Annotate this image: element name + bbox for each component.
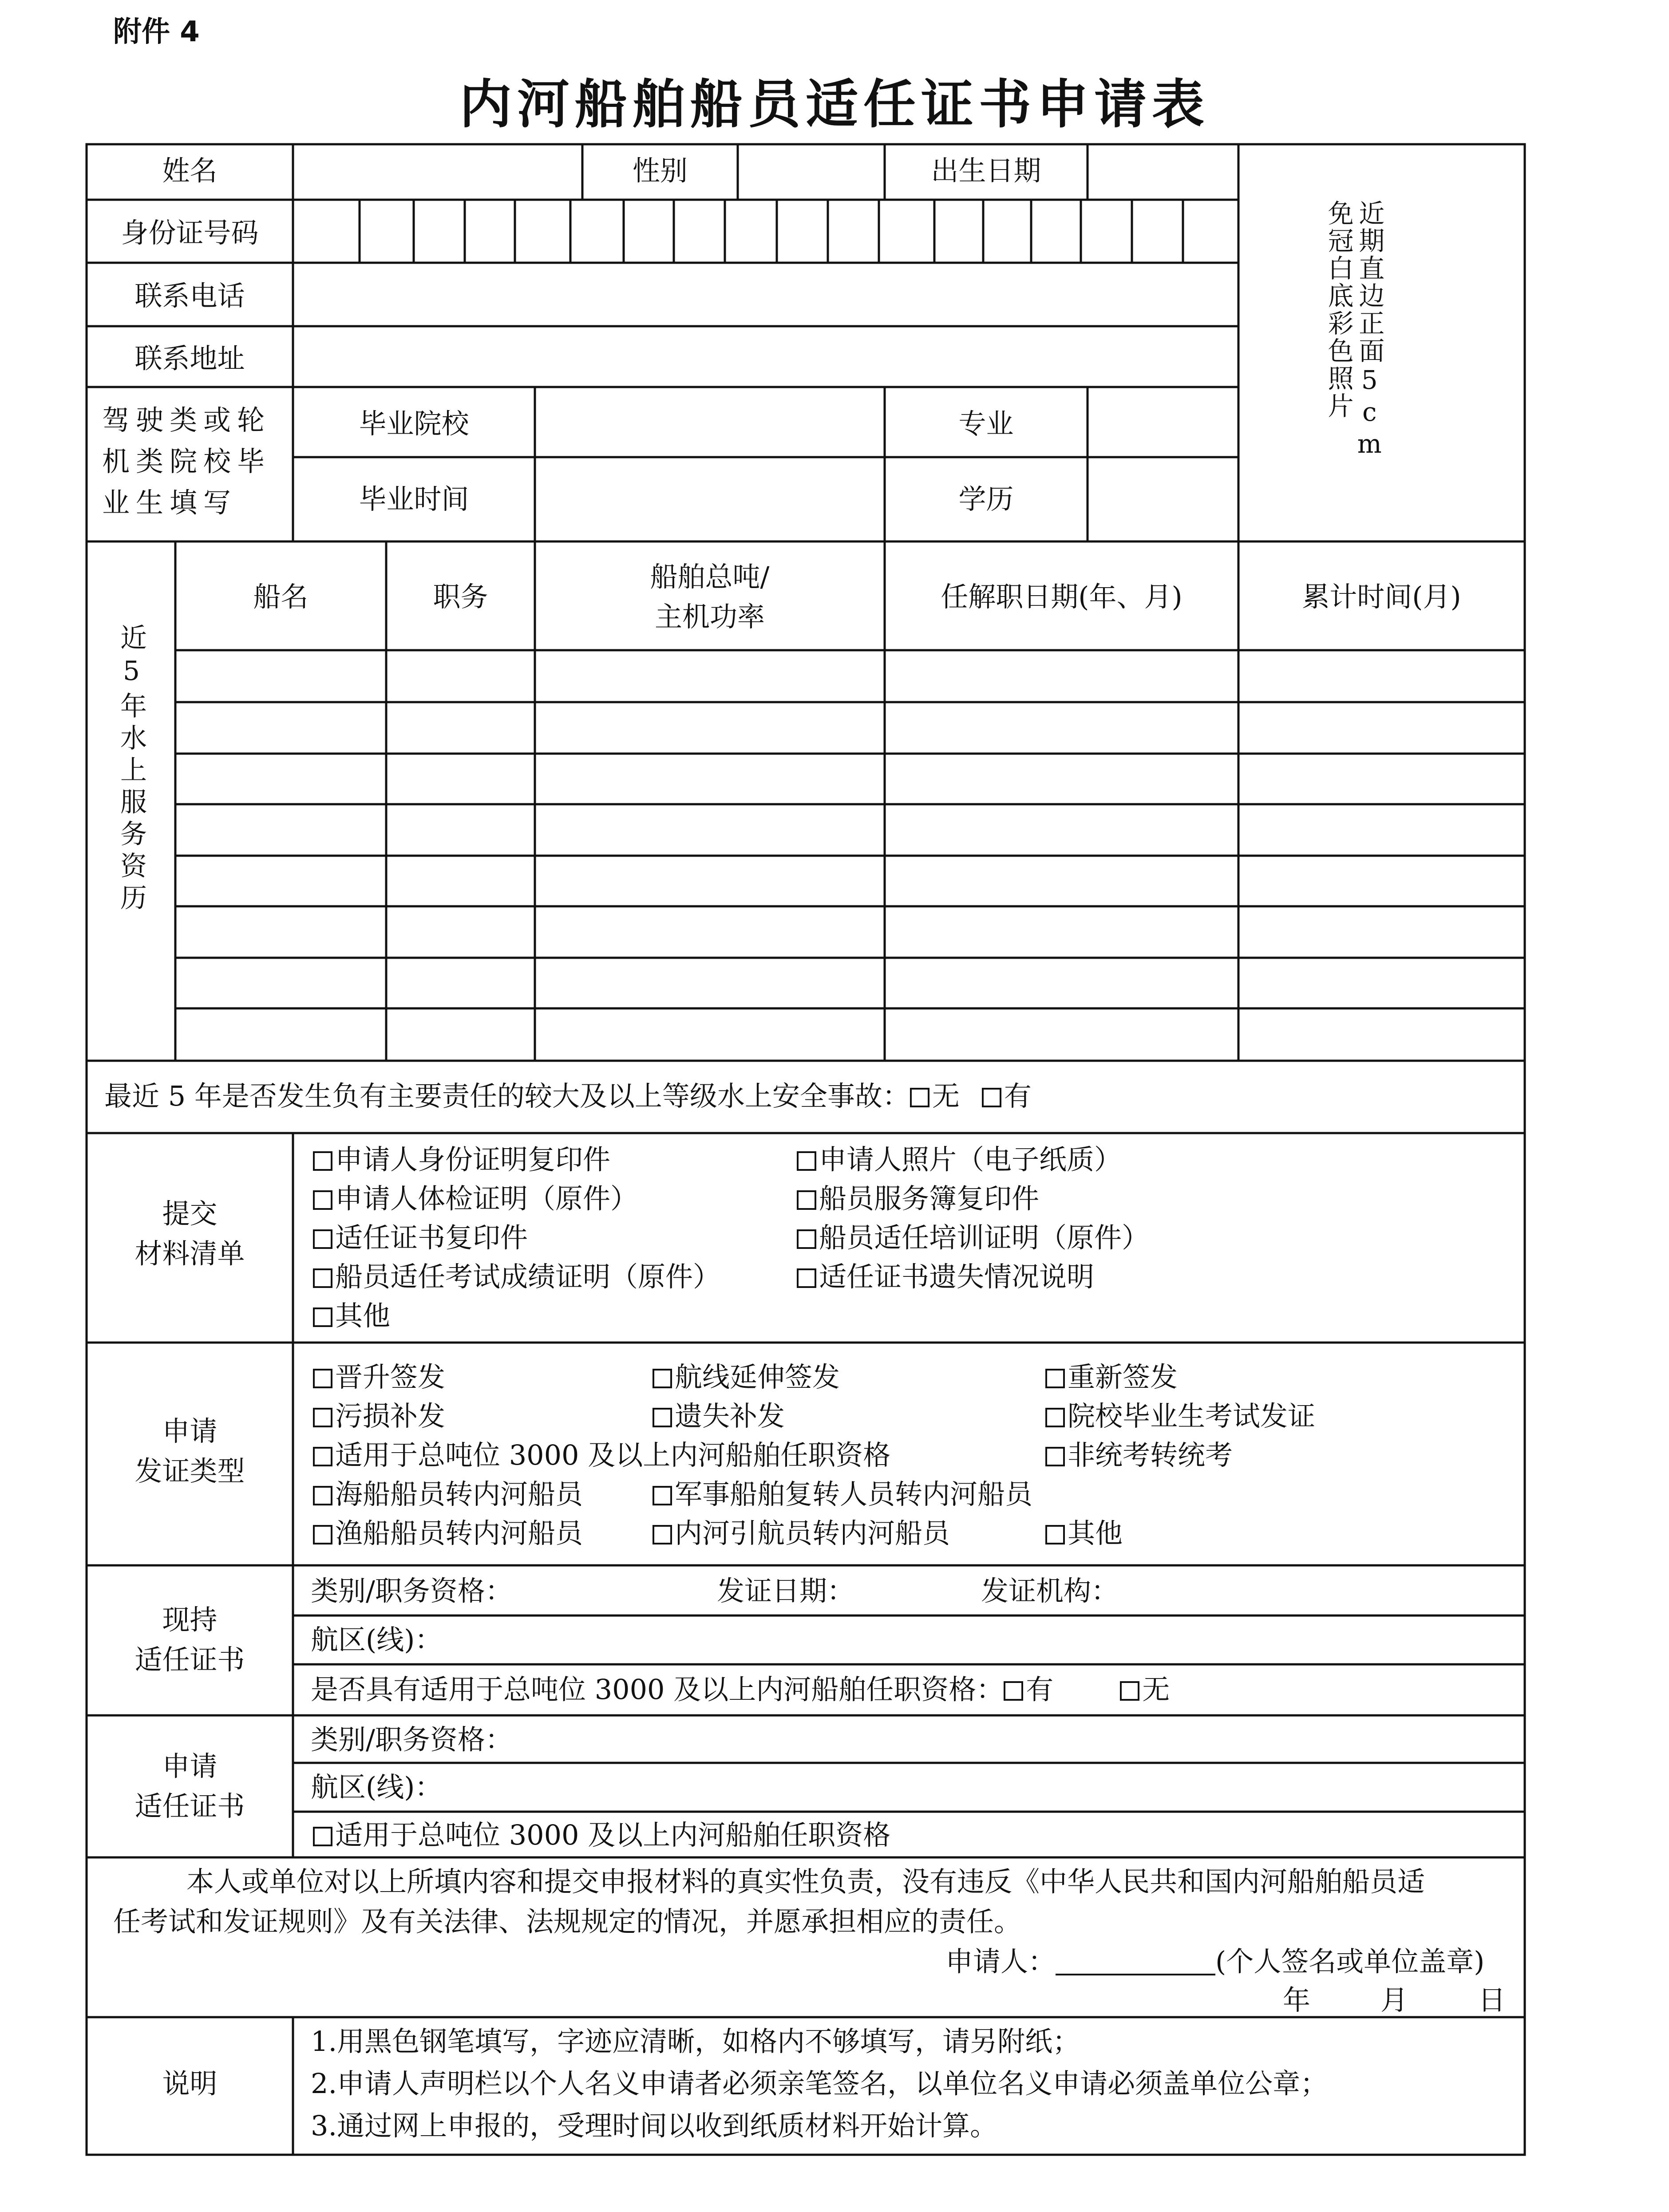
address-field[interactable]: [295, 328, 1236, 385]
checkbox[interactable]: [653, 1525, 672, 1544]
cert-type-option[interactable]: 航线延伸签发: [653, 1357, 840, 1397]
checkbox[interactable]: [313, 1229, 332, 1249]
graduate-section-label: 驾驶类或轮机类院校毕业生填写: [102, 404, 271, 519]
checkbox[interactable]: [313, 1190, 332, 1210]
material-item[interactable]: 申请人身份证明复印件: [313, 1140, 610, 1180]
graduation-time-field[interactable]: [537, 459, 882, 539]
current-cert-label-line1: 现持: [162, 1604, 218, 1636]
major-label: 专业: [958, 407, 1014, 440]
checkbox[interactable]: [313, 1408, 332, 1427]
apply-area-label: 航区(线)：: [311, 1771, 443, 1803]
photo-placeholder[interactable]: 近期直边正面5cm免冠白底彩色照片: [1323, 200, 1385, 461]
current-area-label: 航区(线)：: [311, 1623, 443, 1656]
cert-type-option[interactable]: 非统考转统考: [1045, 1435, 1233, 1475]
col-total-months: 累计时间(月): [1302, 581, 1461, 613]
attachment-label: 附件 4: [113, 16, 200, 48]
cert-type-option[interactable]: 海船船员转内河船员: [313, 1474, 583, 1514]
name-field[interactable]: [295, 146, 580, 198]
cert-type-option[interactable]: 遗失补发: [653, 1396, 785, 1436]
checkbox[interactable]: [313, 1369, 332, 1388]
school-field[interactable]: [537, 389, 882, 455]
apply-cert-label-line2: 适任证书: [134, 1789, 245, 1822]
checkbox[interactable]: [797, 1268, 816, 1288]
checkbox[interactable]: [653, 1486, 672, 1505]
material-item[interactable]: 申请人照片（电子纸质）: [797, 1140, 1122, 1180]
cert-type-option[interactable]: 其他: [1045, 1513, 1123, 1553]
accident-yes-checkbox[interactable]: [982, 1088, 1001, 1107]
col-dates: 任解职日期(年、月): [941, 581, 1183, 613]
degree-field[interactable]: [1090, 459, 1236, 539]
accident-no-label: 无: [932, 1080, 960, 1112]
note-item: 2.申请人声明栏以个人名义申请者必须亲笔签名，以单位名义申请必须盖单位公章；: [311, 2067, 1328, 2100]
checkbox[interactable]: [313, 1307, 332, 1327]
checkbox[interactable]: [313, 1447, 332, 1466]
current-cert-label-line2: 适任证书: [134, 1643, 245, 1676]
apply-qualification-option[interactable]: 适用于总吨位 3000 及以上内河船舶任职资格: [313, 1815, 890, 1855]
qualification-no-label: 无: [1142, 1673, 1170, 1706]
current-qualification-row: [311, 1670, 1170, 1710]
qualification-no-checkbox[interactable]: [1120, 1681, 1139, 1701]
birth-date-label: 出生日期: [931, 154, 1041, 187]
cert-type-label: [87, 1411, 293, 1491]
material-item[interactable]: 其他: [313, 1296, 390, 1336]
gender-field[interactable]: [740, 146, 882, 198]
qualification-yes-checkbox[interactable]: [1004, 1681, 1023, 1701]
degree-label: 学历: [958, 483, 1014, 515]
name-label: 姓名: [162, 154, 218, 187]
notes-label: 说明: [162, 2067, 218, 2100]
service-history-label: 近5年水上服务资历: [116, 624, 147, 916]
checkbox[interactable]: [653, 1408, 672, 1427]
cert-type-option[interactable]: 适用于总吨位 3000 及以上内河船舶任职资格: [313, 1435, 890, 1475]
col-tonnage-line2: 主机功率: [654, 600, 765, 633]
date-year: 年: [1283, 1984, 1311, 2016]
current-qualification-question: 是否具有适用于总吨位 3000 及以上内河船舶任职资格：: [311, 1673, 1004, 1706]
material-item[interactable]: 适任证书复印件: [313, 1218, 528, 1258]
current-cert-label: [87, 1600, 293, 1680]
checkbox[interactable]: [1045, 1525, 1065, 1544]
cert-type-label-line1: 申请: [162, 1415, 218, 1447]
checkbox[interactable]: [797, 1190, 816, 1210]
cert-type-option[interactable]: 渔船船员转内河船员: [313, 1513, 583, 1553]
current-issue-date-label: 发证日期：: [717, 1575, 855, 1607]
cert-type-option[interactable]: 重新签发: [1045, 1357, 1178, 1397]
accident-yes-label: 有: [1004, 1080, 1032, 1112]
cert-type-option[interactable]: 院校毕业生考试发证: [1045, 1396, 1315, 1436]
checkbox[interactable]: [313, 1268, 332, 1288]
checkbox[interactable]: [653, 1369, 672, 1388]
materials-label: [87, 1194, 293, 1274]
id-number-field[interactable]: [295, 202, 1236, 261]
checkbox[interactable]: [1045, 1408, 1065, 1427]
graduation-time-label: 毕业时间: [359, 483, 469, 515]
col-ship-name: 船名: [253, 581, 308, 613]
declaration-line2: 任考试和发证规则》及有关法律、法规规定的情况，并愿承担相应的责任。: [113, 1905, 1022, 1938]
apply-cert-label-line1: 申请: [162, 1750, 218, 1782]
cert-type-option[interactable]: 内河引航员转内河船员: [653, 1513, 950, 1553]
cert-type-option[interactable]: 军事船舶复转人员转内河船员: [653, 1474, 1032, 1514]
accident-row: [104, 1076, 1032, 1116]
checkbox[interactable]: [313, 1486, 332, 1505]
material-item[interactable]: 船员适任培训证明（原件）: [797, 1218, 1149, 1258]
phone-field[interactable]: [295, 265, 1236, 324]
form-title: 内河船舶船员适任证书申请表: [459, 74, 1210, 135]
date-day: 日: [1478, 1984, 1506, 2016]
materials-label-line2: 材料清单: [134, 1237, 245, 1270]
checkbox[interactable]: [313, 1525, 332, 1544]
materials-label-line1: 提交: [162, 1197, 218, 1230]
major-field[interactable]: [1090, 389, 1236, 455]
cert-type-option[interactable]: 晋升签发: [313, 1357, 445, 1397]
signature-note: (个人签名或单位盖章): [1215, 1945, 1485, 1978]
col-position: 职务: [433, 581, 488, 613]
material-item[interactable]: 申请人体检证明（原件）: [313, 1179, 638, 1219]
id-number-label: 身份证号码: [121, 217, 259, 249]
qualification-yes-label: 有: [1026, 1673, 1054, 1706]
checkbox[interactable]: [797, 1151, 816, 1171]
date-month: 月: [1380, 1984, 1408, 2016]
applicant-label: 申请人：: [945, 1945, 1056, 1978]
current-issuer-label: 发证机构：: [981, 1575, 1119, 1607]
checkbox[interactable]: [1045, 1447, 1065, 1466]
current-category-label: 类别/职务资格：: [311, 1575, 513, 1607]
apply-category-label: 类别/职务资格：: [311, 1723, 513, 1756]
declaration-line1: 本人或单位对以上所填内容和提交申报材料的真实性负责，没有违反《中华人民共和国内河船舶船员适: [186, 1865, 1425, 1898]
apply-cert-label: [87, 1746, 293, 1826]
phone-label: 联系电话: [134, 280, 245, 312]
material-item[interactable]: 船员适任考试成绩证明（原件）: [313, 1257, 720, 1297]
accident-no-checkbox[interactable]: [910, 1088, 929, 1107]
checkbox[interactable]: [313, 1151, 332, 1171]
material-item[interactable]: 船员服务簿复印件: [797, 1179, 1039, 1219]
material-item[interactable]: 适任证书遗失情况说明: [797, 1257, 1094, 1297]
note-item: 3.通过网上申报的，受理时间以收到纸质材料开始计算。: [311, 2109, 998, 2142]
checkbox[interactable]: [313, 1827, 332, 1846]
col-tonnage-line1: 船舶总吨/: [650, 561, 770, 593]
birth-date-field[interactable]: [1090, 146, 1236, 198]
accident-question: 最近 5 年是否发生负有主要责任的较大及以上等级水上安全事故：: [104, 1080, 910, 1112]
cert-type-label-line2: 发证类型: [134, 1454, 245, 1487]
note-item: 1.用黑色钢笔填写，字迹应清晰，如格内不够填写，请另附纸；: [311, 2025, 1080, 2058]
cert-type-option[interactable]: 污损补发: [313, 1396, 445, 1436]
checkbox[interactable]: [797, 1229, 816, 1249]
gender-label: 性别: [632, 154, 688, 187]
signature-field[interactable]: [1056, 1947, 1215, 1975]
school-label: 毕业院校: [359, 407, 469, 440]
address-label: 联系地址: [134, 342, 245, 375]
checkbox[interactable]: [1045, 1369, 1065, 1388]
signature-row: [945, 1942, 1484, 1982]
